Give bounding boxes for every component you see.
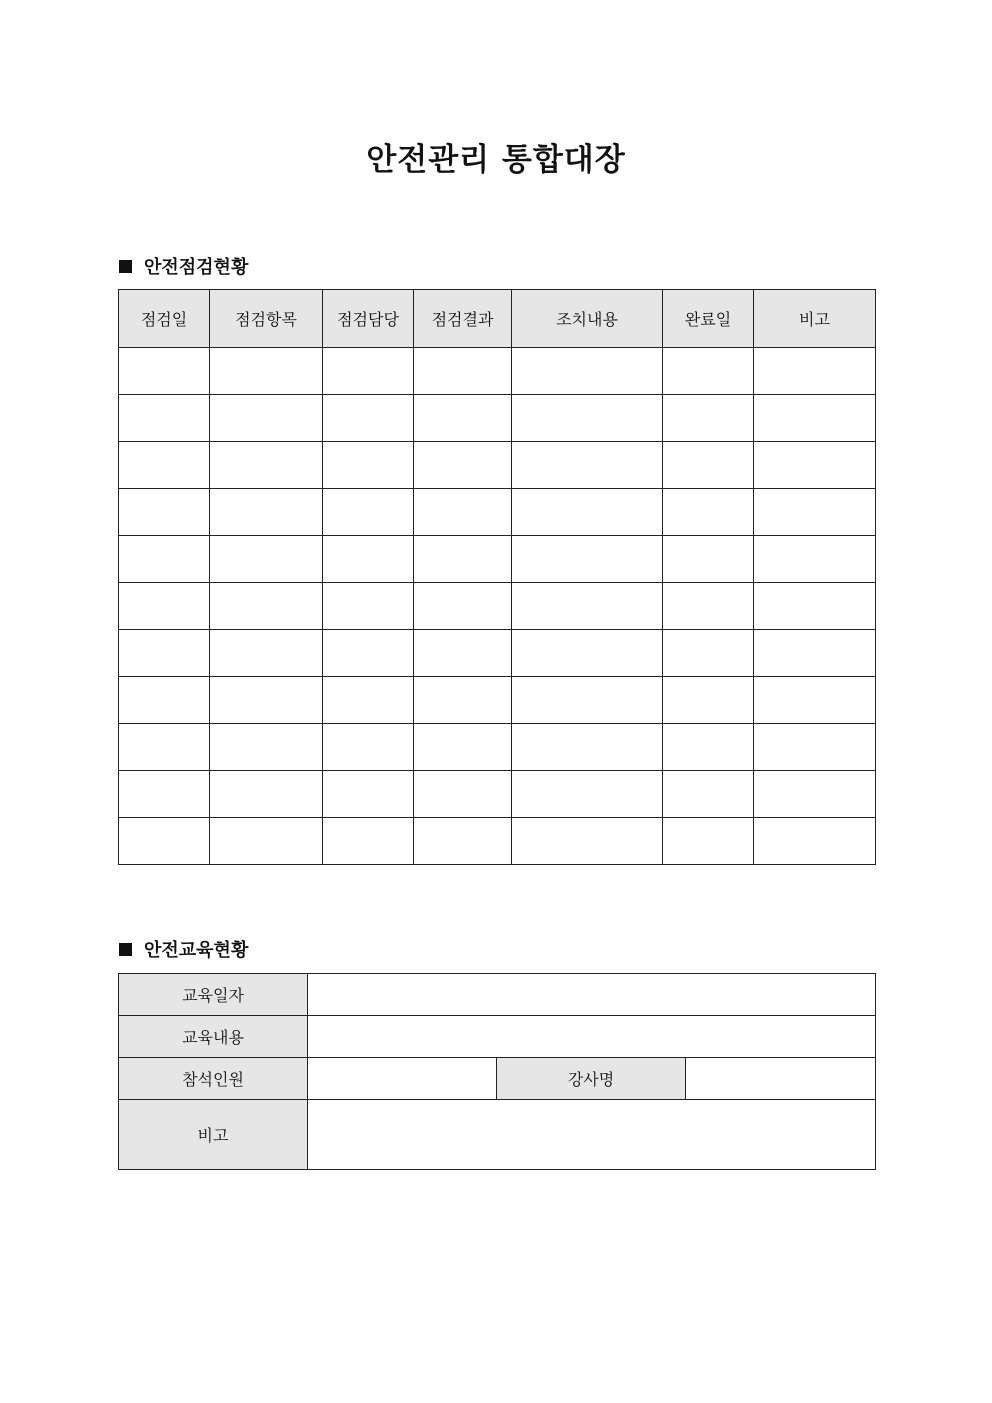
table-cell[interactable] <box>119 536 210 583</box>
table-cell[interactable] <box>210 724 323 771</box>
column-header: 조치내용 <box>512 290 663 348</box>
table-cell[interactable] <box>414 536 512 583</box>
table-cell[interactable] <box>754 818 876 865</box>
table-cell[interactable] <box>754 583 876 630</box>
table-cell[interactable] <box>754 348 876 395</box>
table-cell[interactable] <box>754 771 876 818</box>
column-header: 점검항목 <box>210 290 323 348</box>
table-cell[interactable] <box>754 724 876 771</box>
table-row <box>119 724 876 771</box>
table-cell[interactable] <box>414 395 512 442</box>
table-cell[interactable] <box>754 442 876 489</box>
table-cell[interactable] <box>210 771 323 818</box>
square-bullet-icon <box>119 943 132 956</box>
table-cell[interactable] <box>323 489 414 536</box>
table-cell[interactable] <box>663 724 754 771</box>
table-cell[interactable] <box>663 536 754 583</box>
table-cell[interactable] <box>323 677 414 724</box>
table-cell[interactable] <box>210 442 323 489</box>
table-cell[interactable] <box>663 818 754 865</box>
table-cell[interactable] <box>119 583 210 630</box>
table-cell[interactable] <box>323 395 414 442</box>
table-cell[interactable] <box>414 442 512 489</box>
table-row <box>119 677 876 724</box>
table-cell[interactable] <box>210 630 323 677</box>
table-cell[interactable] <box>119 489 210 536</box>
table-cell[interactable] <box>512 536 663 583</box>
table-cell[interactable] <box>512 724 663 771</box>
inspection-section-heading <box>119 253 248 279</box>
table-cell[interactable] <box>323 442 414 489</box>
table-cell[interactable] <box>414 630 512 677</box>
table-cell[interactable] <box>663 583 754 630</box>
education-content-label: 교육내용 <box>119 1016 308 1058</box>
table-cell[interactable] <box>119 348 210 395</box>
table-cell[interactable] <box>210 818 323 865</box>
table-cell[interactable] <box>512 771 663 818</box>
table-cell[interactable] <box>512 348 663 395</box>
education-attendees-field[interactable] <box>308 1058 497 1100</box>
table-cell[interactable] <box>210 489 323 536</box>
column-header: 완료일 <box>663 290 754 348</box>
table-cell[interactable] <box>119 395 210 442</box>
table-cell[interactable] <box>210 583 323 630</box>
education-table <box>118 973 876 1170</box>
education-attendees-label: 참석인원 <box>119 1058 308 1100</box>
table-row <box>119 630 876 677</box>
table-cell[interactable] <box>210 348 323 395</box>
table-cell[interactable] <box>414 583 512 630</box>
table-cell[interactable] <box>414 818 512 865</box>
inspection-body <box>119 348 876 865</box>
table-row <box>119 442 876 489</box>
table-cell[interactable] <box>323 583 414 630</box>
education-date-row <box>119 974 876 1016</box>
table-row <box>119 489 876 536</box>
table-cell[interactable] <box>323 536 414 583</box>
table-cell[interactable] <box>210 677 323 724</box>
education-remarks-row <box>119 1100 876 1170</box>
table-cell[interactable] <box>119 442 210 489</box>
education-date-label: 교육일자 <box>119 974 308 1016</box>
table-cell[interactable] <box>512 395 663 442</box>
table-cell[interactable] <box>210 536 323 583</box>
inspection-table <box>118 289 876 865</box>
education-section-heading <box>119 936 248 962</box>
table-cell[interactable] <box>663 442 754 489</box>
table-cell[interactable] <box>119 630 210 677</box>
education-attendees-row <box>119 1058 876 1100</box>
table-cell[interactable] <box>663 677 754 724</box>
table-cell[interactable] <box>754 395 876 442</box>
column-header: 점검담당 <box>323 290 414 348</box>
table-row <box>119 536 876 583</box>
table-cell[interactable] <box>323 818 414 865</box>
table-cell[interactable] <box>119 677 210 724</box>
column-header: 점검일 <box>119 290 210 348</box>
table-cell[interactable] <box>663 630 754 677</box>
table-cell[interactable] <box>754 677 876 724</box>
table-row <box>119 583 876 630</box>
table-row <box>119 818 876 865</box>
table-cell[interactable] <box>754 630 876 677</box>
column-header: 점검결과 <box>414 290 512 348</box>
table-cell[interactable] <box>663 395 754 442</box>
table-cell[interactable] <box>754 489 876 536</box>
inspection-header-row <box>119 290 876 348</box>
square-bullet-icon <box>119 260 132 273</box>
table-cell[interactable] <box>414 348 512 395</box>
education-instructor-field[interactable] <box>686 1058 876 1100</box>
table-cell[interactable] <box>414 489 512 536</box>
table-row <box>119 348 876 395</box>
table-cell[interactable] <box>512 442 663 489</box>
education-date-field[interactable] <box>308 974 876 1016</box>
table-row <box>119 395 876 442</box>
table-cell[interactable] <box>754 536 876 583</box>
table-cell[interactable] <box>663 771 754 818</box>
education-remarks-field[interactable] <box>308 1100 876 1170</box>
table-cell[interactable] <box>119 724 210 771</box>
column-header: 비고 <box>754 290 876 348</box>
table-cell[interactable] <box>323 348 414 395</box>
table-cell[interactable] <box>512 677 663 724</box>
education-content-field[interactable] <box>308 1016 876 1058</box>
table-cell[interactable] <box>512 818 663 865</box>
inspection-section-title: 안전점검현황 <box>144 257 249 278</box>
table-cell[interactable] <box>512 489 663 536</box>
education-section-title: 안전교육현황 <box>144 940 249 961</box>
table-cell[interactable] <box>119 818 210 865</box>
table-cell[interactable] <box>663 489 754 536</box>
education-content-row <box>119 1016 876 1058</box>
table-cell[interactable] <box>210 395 323 442</box>
document-title: 안전관리 통합대장 <box>366 142 626 178</box>
table-cell[interactable] <box>414 677 512 724</box>
table-cell[interactable] <box>414 771 512 818</box>
table-cell[interactable] <box>119 771 210 818</box>
table-cell[interactable] <box>512 630 663 677</box>
education-instructor-label: 강사명 <box>497 1058 686 1100</box>
table-cell[interactable] <box>512 583 663 630</box>
table-row <box>119 771 876 818</box>
education-remarks-label: 비고 <box>119 1100 308 1170</box>
table-cell[interactable] <box>323 724 414 771</box>
table-cell[interactable] <box>323 630 414 677</box>
table-cell[interactable] <box>323 771 414 818</box>
table-cell[interactable] <box>663 348 754 395</box>
table-cell[interactable] <box>414 724 512 771</box>
